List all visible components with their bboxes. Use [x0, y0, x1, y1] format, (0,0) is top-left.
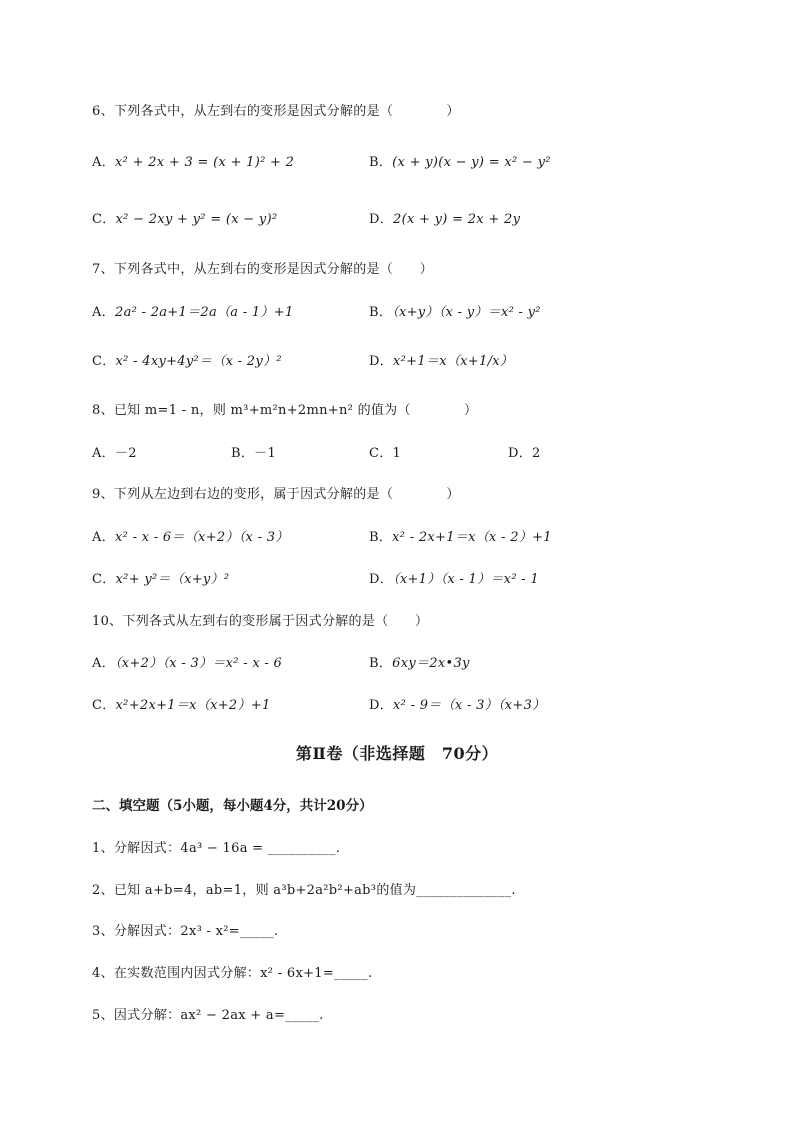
- option-label: A．: [92, 656, 115, 671]
- question-6-option-c: [92, 208, 277, 227]
- option-label: C．: [92, 572, 116, 587]
- question-7-option-c: [92, 350, 282, 369]
- option-label: C．: [92, 354, 116, 369]
- question-9-option-c: [92, 568, 229, 587]
- question-10-option-b: [369, 652, 470, 671]
- option-label: A．: [92, 530, 115, 545]
- option-label: C．: [92, 212, 116, 227]
- question-8-option-d: [508, 442, 541, 461]
- part-title: 二、填空题（5小题，每小题4分，共计20分）: [92, 798, 373, 814]
- option-text: x² - x - 6＝（x+2）（x - 3）: [115, 530, 289, 545]
- question-6-stem: 6、下列各式中，从左到右的变形是因式分解的是（ ）: [92, 104, 460, 119]
- option-label: D．: [369, 572, 394, 587]
- option-label: B．: [369, 656, 393, 671]
- option-text: x² - 2x+1＝x（x - 2）+1: [392, 530, 552, 545]
- option-label: D．: [369, 698, 394, 713]
- option-text: x² - 4xy+4y²＝（x - 2y）²: [115, 354, 282, 369]
- option-label: B．: [369, 155, 393, 170]
- option-label: A．: [92, 446, 115, 461]
- option-label: D．: [369, 354, 394, 369]
- option-label: B．: [369, 305, 393, 320]
- option-label: D．: [508, 446, 533, 461]
- question-10-stem: 10、下列各式从左到右的变形属于因式分解的是（ ）: [92, 614, 429, 629]
- option-label: C．: [369, 446, 393, 461]
- option-text: （x+y）（x - y）＝x² - y²: [392, 305, 541, 320]
- option-text: 2a² - 2a+1＝2a（a - 1）+1: [115, 305, 294, 320]
- option-text: －2: [115, 446, 137, 461]
- question-9-option-b: [369, 526, 552, 545]
- option-text: (x + y)(x − y) = x² − y²: [392, 155, 551, 170]
- fill-blank-1: 1、分解因式：4a³ − 16a = __________.: [92, 841, 341, 856]
- question-6-option-a: [92, 151, 294, 170]
- option-text: 1: [392, 446, 402, 461]
- option-label: B．: [369, 530, 393, 545]
- fill-blank-2: 2、已知 a+b=4，ab=1，则 a³b+2a²b²+ab³的值为______________.: [92, 883, 516, 898]
- option-text: （x+1）（x - 1）＝x² - 1: [393, 572, 539, 587]
- fill-blank-3: 3、分解因式：2x³ - x²=_____.: [92, 924, 279, 939]
- question-9-option-d: [369, 568, 539, 587]
- option-text: x² + 2x + 3 = (x + 1)² + 2: [115, 155, 295, 170]
- option-text: （x+2）（x - 3）＝x² - x - 6: [115, 656, 283, 671]
- option-label: C．: [92, 698, 116, 713]
- question-8-option-c: [369, 442, 401, 461]
- option-text: x²+ y²＝（x+y）²: [115, 572, 230, 587]
- fill-blank-4: 4、在实数范围内因式分解：x² - 6x+1=_____.: [92, 966, 373, 981]
- question-9-option-a: [92, 526, 289, 545]
- question-8-option-a: [92, 442, 137, 461]
- option-text: 2(x + y) = 2x + 2y: [393, 212, 521, 227]
- option-text: x² − 2xy + y² = (x − y)²: [115, 212, 278, 227]
- question-7-option-d: [369, 350, 513, 369]
- question-6-option-d: [369, 208, 520, 227]
- question-10-option-d: [369, 694, 545, 713]
- option-text: x²+2x+1＝x（x+2）+1: [115, 698, 271, 713]
- option-label: A．: [92, 155, 115, 170]
- question-10-option-c: [92, 694, 271, 713]
- option-label: A．: [92, 305, 115, 320]
- option-text: －1: [254, 446, 277, 461]
- question-7-option-a: [92, 301, 294, 320]
- option-text: x² - 9＝（x - 3）（x+3）: [393, 698, 546, 713]
- section-title: 第Ⅱ卷（非选择题 70分）: [295, 744, 499, 763]
- option-text: 2: [532, 446, 541, 461]
- question-7-option-b: [369, 301, 541, 320]
- question-6-option-b: [369, 151, 551, 170]
- option-text: x²+1＝x（x+1/x）: [393, 354, 514, 369]
- question-9-stem: 9、下列从左边到右边的变形，属于因式分解的是（ ）: [92, 487, 460, 502]
- question-7-stem: 7、下列各式中，从左到右的变形是因式分解的是（ ）: [92, 262, 434, 277]
- option-label: B．: [231, 446, 255, 461]
- question-8-stem: 8、已知 m=1 - n，则 m³+m²n+2mn+n² 的值为（ ）: [92, 403, 478, 418]
- option-text: 6xy＝2x•3y: [392, 656, 470, 671]
- option-label: D．: [369, 212, 394, 227]
- question-10-option-a: [92, 652, 282, 671]
- question-8-option-b: [231, 442, 276, 461]
- fill-blank-5: 5、因式分解：ax² − 2ax + a=_____.: [92, 1008, 324, 1023]
